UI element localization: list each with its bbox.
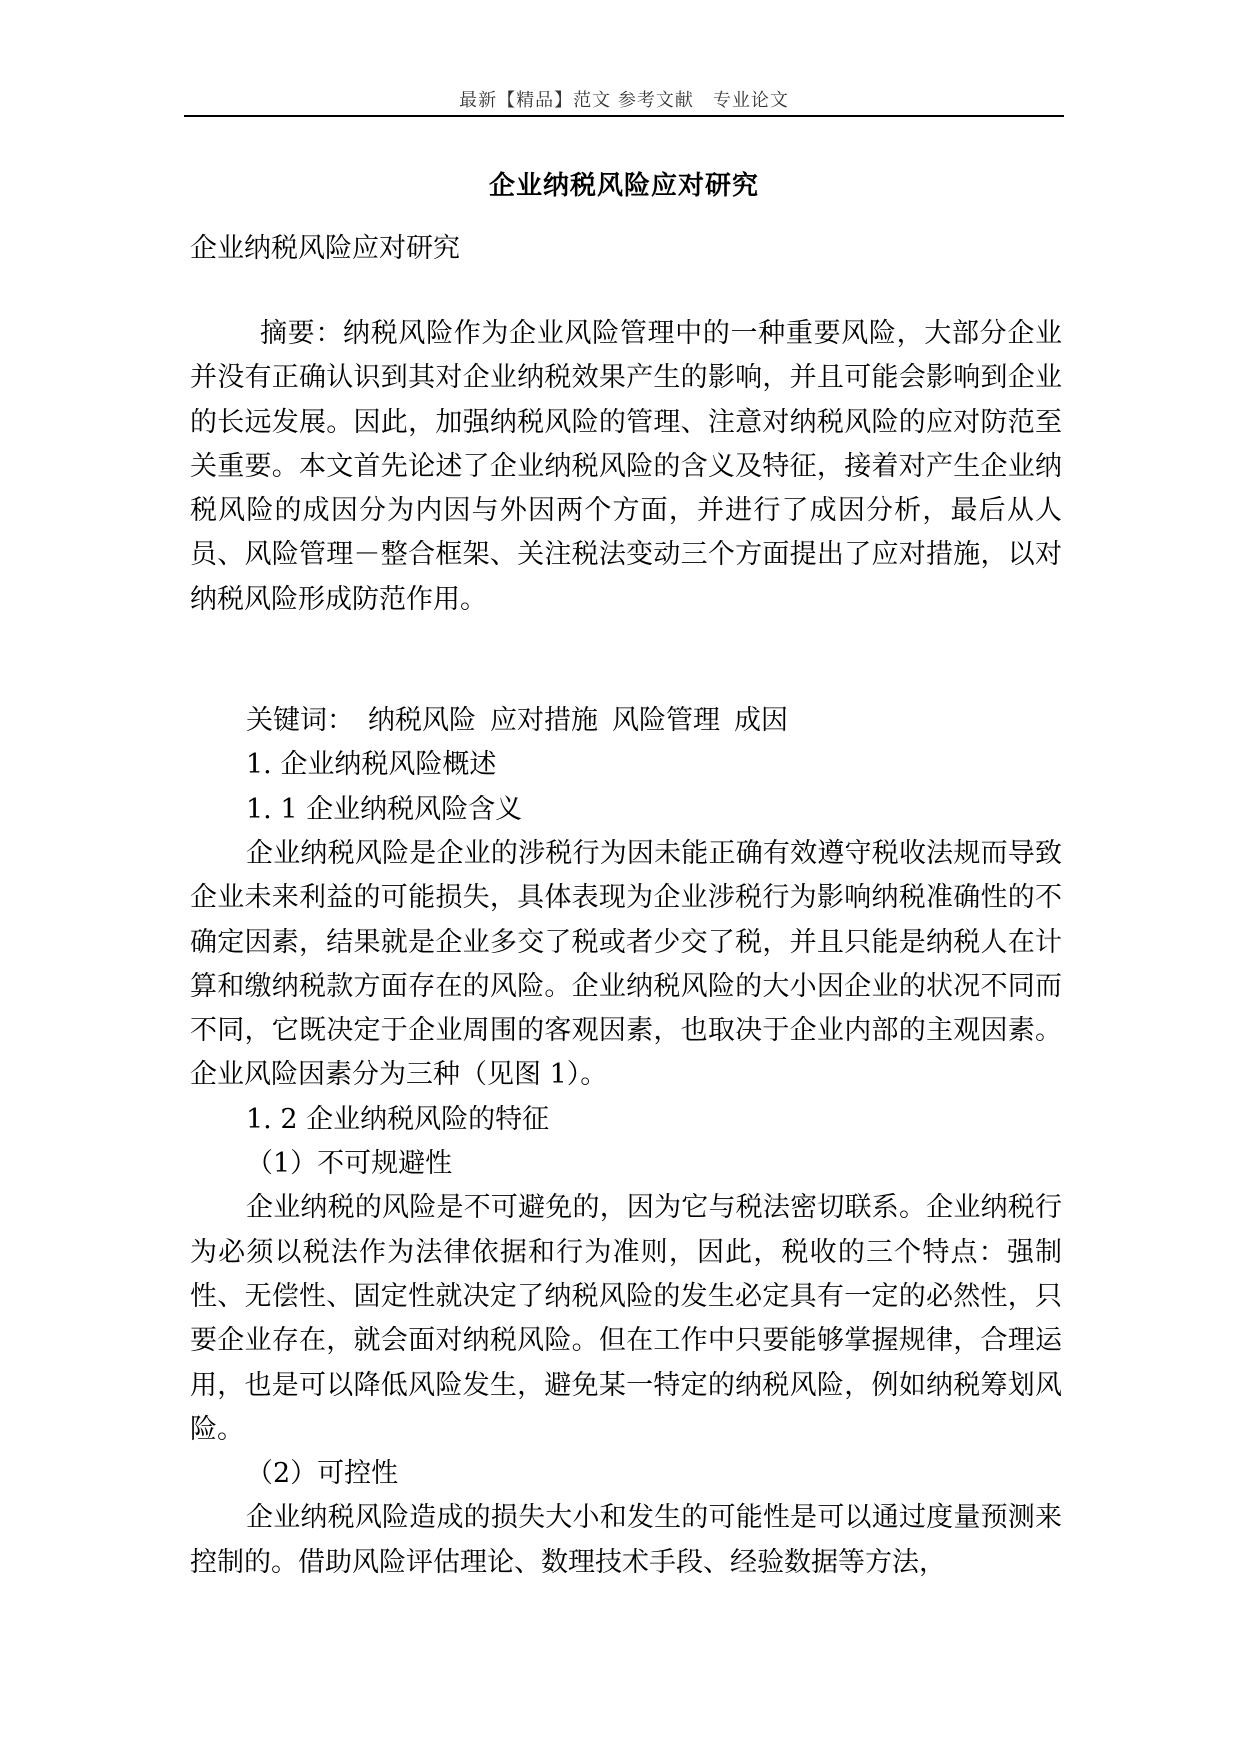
document-body [190, 312, 1062, 1585]
abstract-paragraph: 摘要：纳税风险作为企业风险管理中的一种重要风险，大部分企业并没有正确认识到其对企业纳税效果产生的影响，并且可能会影响到企业的长远发展。因此，加强纳税风险的管理、注意对纳税风险的应对防范至关重要。本文首先论述了企业纳税风险的含义及特征，接着对产生企业纳税风险的成因分为内因与外因两个方面，并进行了成因分析，最后从人员、风险管理－整合框架、关注税法变动三个方面提出了应对措施，以对纳税风险形成防范作用。 [190, 318, 1062, 615]
keywords-line [246, 699, 1062, 743]
item-heading: （2）可控性 [246, 1458, 399, 1490]
body-paragraph: 企业纳税的风险是不可避免的，因为它与税法密切联系。企业纳税行为必须以税法作为法律依据和行为准则，因此，税收的三个特点：强制性、无偿性、固定性就决定了纳税风险的发生必定具有一定的必然性，只要企业存在，就会面对纳税风险。但在工作中只要能够掌握规律，合理运用，也是可以降低风险发生，避免某一特定的纳税风险，例如纳税筹划风险。 [190, 1192, 1062, 1445]
keyword: 纳税风险 [368, 705, 476, 737]
header-divider [184, 115, 1064, 117]
keyword: 应对措施 [490, 705, 598, 737]
document-title: 企业纳税风险应对研究 [488, 171, 759, 201]
keyword: 风险管理 [612, 705, 720, 737]
body-paragraph: 企业纳税风险是企业的涉税行为因未能正确有效遵守税收法规而导致企业未来利益的可能损失，具体表现为企业涉税行为影响纳税准确性的不确定因素，结果就是企业多交了税或者少交了税，并且只能是纳税人在计算和缴纳税款方面存在的风险。企业纳税风险的大小因企业的状况不同而不同，它既决定于企业周围的客观因素，也取决于企业内部的主观因素。企业风险因素分为三种（见图 1）。 [190, 837, 1062, 1091]
spacer [190, 622, 1062, 666]
item-heading: （1）不可规避性 [246, 1148, 453, 1180]
body-paragraph: 企业纳税风险造成的损失大小和发生的可能性是可以通过度量预测来控制的。借助风险评估理论、数理技术手段、经验数据等方法， [190, 1502, 1062, 1578]
page-header: 最新【精品】范文 参考文献 专业论文 [459, 90, 789, 111]
keyword: 成因 [734, 705, 788, 737]
keywords-label: 关键词： [246, 705, 354, 737]
section-heading: 1. 企业纳税风险概述 [246, 749, 497, 781]
subsection-heading: 1. 1 企业纳税风险含义 [246, 793, 523, 825]
subsection-heading: 1. 2 企业纳税风险的特征 [246, 1103, 550, 1135]
document-subtitle: 企业纳税风险应对研究 [190, 233, 460, 264]
